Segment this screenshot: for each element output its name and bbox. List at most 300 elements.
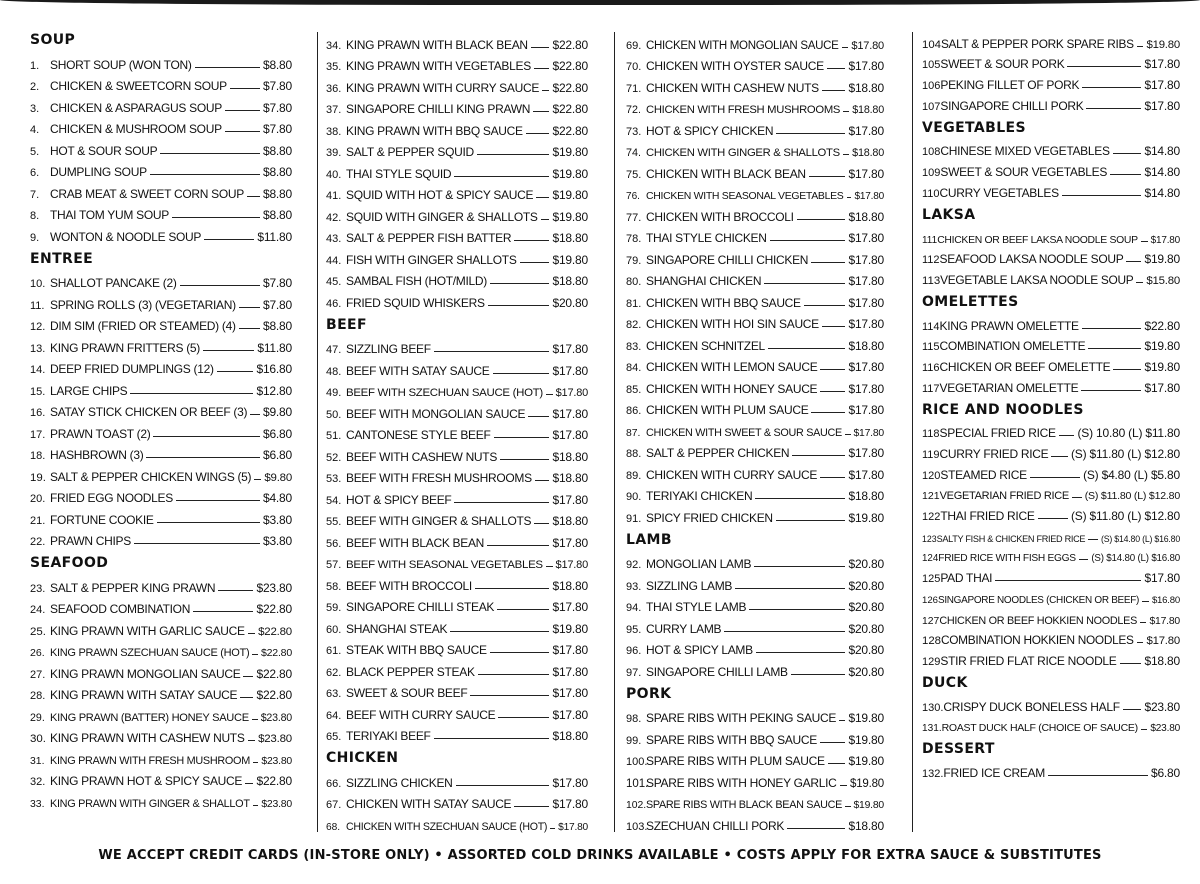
menu-item [922, 138, 1180, 159]
menu-item [30, 50, 292, 72]
menu-item [626, 811, 884, 833]
item-name: KING PRAWN WITH FRESH MUSHROOM [50, 754, 250, 767]
leader-line [842, 47, 849, 48]
menu-item [922, 585, 1180, 606]
menu-item [922, 440, 1180, 461]
item-name: SHANGHAI CHICKEN [646, 274, 762, 288]
menu-item [30, 201, 292, 223]
item-name: THAI STYLE CHICKEN [646, 231, 767, 245]
item-name: BLACK PEPPER STEAK [346, 664, 475, 679]
leader-line [153, 436, 260, 437]
menu-item [326, 138, 588, 160]
item-number: 61. [326, 645, 342, 657]
item-price: $20.80 [848, 664, 884, 679]
item-name: CHICKEN WITH LEMON SAUCE [646, 360, 818, 374]
leader-line [1141, 729, 1148, 730]
item-price: $3.80 [262, 534, 292, 548]
menu-item [30, 788, 292, 810]
item-price: $20.80 [848, 600, 884, 614]
item-price: $17.80 [552, 664, 588, 679]
menu-item [626, 460, 884, 482]
leader-line [475, 588, 550, 589]
menu-item [326, 30, 588, 52]
item-price: $19.80 [552, 252, 588, 267]
leader-line [535, 480, 550, 481]
item-price: $17.80 [848, 403, 884, 417]
leader-line [254, 479, 261, 480]
leader-line [749, 609, 845, 610]
leader-line [550, 828, 555, 829]
item-price: $18.80 [852, 147, 884, 159]
item-number: 55. [326, 516, 342, 528]
item-number: 68. [326, 821, 341, 833]
menu-section [326, 315, 588, 744]
menu-section [30, 30, 292, 244]
leader-line [247, 196, 260, 197]
item-name: CHICKEN WITH GINGER & SHALLOTS [646, 147, 840, 159]
item-name: DUMPLING SOUP [50, 165, 147, 179]
menu-item [326, 181, 588, 203]
item-number: 13. [30, 342, 46, 355]
leader-line [820, 742, 846, 743]
menu-item [326, 267, 588, 289]
item-number: 42. [326, 211, 342, 224]
item-price: $22.80 [258, 625, 292, 638]
item-number: 2. [30, 81, 40, 93]
item-name: KING PRAWN WITH BBQ SAUCE [346, 123, 523, 138]
item-number: 37. [326, 104, 342, 116]
leader-line [454, 176, 549, 177]
section-title: PORK [626, 685, 672, 702]
menu-item [626, 331, 884, 353]
item-price: $18.80 [552, 729, 588, 743]
item-name: SPARE RIBS WITH PLUM SAUCE [646, 754, 825, 768]
section-title: DUCK [922, 674, 968, 691]
leader-line [809, 176, 846, 177]
item-price: $19.80 [848, 732, 884, 747]
section-title: BEEF [326, 316, 367, 333]
menu-item [626, 159, 884, 181]
menu-item [626, 224, 884, 246]
menu-item [30, 745, 292, 767]
item-price: $23.80 [1150, 723, 1180, 735]
leader-line [490, 652, 550, 653]
item-number: 127 [922, 615, 940, 627]
item-price: $19.80 [848, 754, 884, 768]
leader-line [470, 695, 549, 696]
leader-line [1067, 66, 1141, 67]
item-number: 26. [30, 647, 45, 659]
menu-item [626, 790, 884, 812]
menu-item [30, 702, 292, 724]
item-name: CHICKEN & ASPARAGUS SOUP [50, 100, 222, 115]
leader-line [536, 197, 549, 198]
menu-item [326, 378, 588, 400]
item-name: KING PRAWN MONGOLIAN SAUCE [50, 666, 241, 681]
menu-section [30, 553, 292, 810]
leader-line [843, 154, 849, 155]
item-number: 39. [326, 147, 342, 159]
menu-section [922, 739, 1180, 780]
menu-item [326, 485, 588, 507]
menu-item [30, 290, 292, 312]
item-price: $14.80 [1144, 185, 1180, 200]
item-number: 49. [326, 387, 342, 399]
menu-item [326, 550, 588, 572]
item-price: $17.80 [848, 360, 884, 374]
item-number: 130. [922, 701, 944, 714]
leader-line [724, 631, 845, 632]
menu-item [922, 312, 1180, 333]
leader-line [176, 500, 260, 501]
item-price: $18.80 [552, 514, 588, 528]
item-number: 118 [922, 428, 940, 441]
item-number: 9. [30, 231, 40, 244]
leader-line [477, 154, 550, 155]
item-name: THAI STYLE LAMB [646, 600, 747, 614]
item-name: SALT & PEPPER SQUID [346, 145, 474, 159]
section-title: OMELETTES [922, 293, 1019, 310]
menu-item [922, 92, 1180, 113]
leader-line [245, 783, 253, 784]
menu-item [626, 396, 884, 418]
item-number: 76. [626, 191, 640, 202]
item-price: $17.80 [848, 317, 884, 331]
item-price: $12.80 [256, 383, 292, 398]
menu-item [922, 502, 1180, 523]
menu-item [626, 439, 884, 461]
leader-line [787, 828, 845, 829]
menu-item [326, 95, 588, 117]
menu-item [626, 310, 884, 332]
item-name: PRAWN TOAST (2) [50, 426, 151, 441]
menu-section [326, 30, 588, 310]
item-name: THAI TOM YUM SOUP [50, 208, 169, 222]
item-name: SIZZLING CHICKEN [346, 775, 453, 790]
item-number: 102. [626, 800, 647, 811]
leader-line [1072, 497, 1082, 498]
item-name: WONTON & NOODLE SOUP [50, 229, 202, 244]
menu-item [922, 179, 1180, 200]
item-price: $4.80 [262, 491, 292, 505]
item-number: 7. [30, 188, 40, 201]
item-number: 114 [922, 320, 940, 333]
item-price: $17.80 [1149, 615, 1180, 627]
item-name: SINGAPORE CHILLI PORK [940, 98, 1084, 113]
item-price: $18.80 [848, 489, 884, 503]
item-number: 107 [922, 100, 941, 113]
item-price: $23.80 [1144, 699, 1180, 714]
item-price: $18.80 [552, 471, 588, 485]
item-name: SPRING ROLLS (3) (VEGETARIAN) [50, 297, 236, 312]
menu-item [30, 616, 292, 638]
menu-section [626, 684, 884, 833]
leader-line [243, 676, 253, 677]
item-name: SINGAPORE CHILLI CHICKEN [646, 252, 809, 267]
menu-item [626, 593, 884, 615]
menu-item [922, 627, 1180, 648]
column-divider [912, 32, 913, 832]
item-name: SEAFOOD LAKSA NOODLE SOUP [939, 252, 1124, 267]
item-price: $17.80 [552, 406, 588, 421]
section-title: CHICKEN [326, 750, 399, 766]
leader-line [995, 580, 1141, 581]
leader-line [1059, 435, 1075, 436]
section-title: RICE AND NOODLES [922, 401, 1084, 418]
leader-line [487, 545, 549, 546]
item-number: 35. [326, 61, 342, 73]
item-name: TERIYAKI BEEF [346, 729, 431, 743]
item-name: FRIED RICE WITH FISH EGGS [938, 553, 1076, 565]
item-name: SHORT SOUP (WON TON) [50, 57, 192, 72]
leader-line [839, 720, 845, 721]
item-price: $17.80 [552, 342, 588, 356]
menu-item [626, 353, 884, 375]
item-price: $18.80 [848, 338, 884, 353]
leader-line [146, 457, 260, 458]
leader-line [1088, 539, 1098, 540]
menu-item [326, 356, 588, 378]
item-number: 82. [626, 319, 642, 331]
menu-item [922, 420, 1180, 441]
menu-item [922, 266, 1180, 287]
leader-line [225, 110, 260, 111]
item-number: 36. [326, 82, 342, 95]
item-name: CHICKEN WITH CURRY SAUCE [646, 467, 818, 482]
item-name: SAMBAL FISH (HOT/MILD) [346, 274, 487, 288]
item-name: CHICKEN & SWEETCORN SOUP [50, 79, 227, 93]
menu-item [626, 73, 884, 95]
item-price: $17.80 [848, 252, 884, 267]
item-number: 84. [626, 362, 642, 374]
item-number: 96. [626, 645, 642, 657]
leader-line [797, 219, 846, 220]
item-number: 117 [922, 382, 940, 395]
item-price: $22.80 [552, 123, 588, 138]
section-title: DESSERT [922, 741, 995, 758]
item-number: 125 [922, 573, 941, 586]
item-number: 109 [922, 167, 941, 180]
item-number: 128 [922, 635, 941, 648]
item-number: 11. [30, 299, 45, 312]
item-price: $17.80 [555, 387, 588, 399]
item-name: SHANGHAI STEAK [346, 621, 448, 636]
menu-item [626, 704, 884, 726]
menu-item [326, 159, 588, 181]
menu-item [922, 482, 1180, 503]
item-price: $8.80 [262, 319, 292, 333]
leader-line [542, 90, 549, 91]
item-price: $19.80 [552, 621, 588, 636]
section-title: VEGETABLES [922, 119, 1026, 136]
item-price: $18.80 [1144, 653, 1180, 668]
item-number: 66. [326, 777, 342, 790]
item-number: 78. [626, 233, 642, 245]
item-name: CHINESE MIXED VEGETABLES [940, 144, 1110, 159]
item-price: $19.80 [853, 800, 884, 811]
leader-line [822, 326, 846, 327]
item-name: CHICKEN WITH FRESH MUSHROOMS [646, 104, 841, 116]
item-price: $19.80 [848, 510, 884, 525]
menu-item [922, 158, 1180, 179]
item-number: 62. [326, 666, 342, 679]
menu-item [626, 417, 884, 439]
item-name: CHICKEN WITH SEASONAL VEGETABLES [646, 191, 844, 202]
leader-line [218, 590, 253, 591]
menu-item [30, 115, 292, 137]
item-price: $22.80 [256, 774, 292, 788]
item-name: ROAST DUCK HALF (CHOICE OF SAUCE) [941, 722, 1138, 735]
item-price: $7.80 [262, 276, 292, 290]
menu-item [30, 681, 292, 703]
leader-line [456, 785, 550, 786]
item-price: $16.80 [1151, 594, 1180, 606]
menu-item [626, 747, 884, 769]
leader-line [1120, 663, 1142, 664]
menu-item [30, 136, 292, 158]
leader-line [804, 305, 846, 306]
item-price: $17.80 [848, 123, 884, 138]
menu-item [326, 245, 588, 267]
item-number: 67. [326, 799, 342, 811]
item-price: $22.80 [552, 59, 588, 73]
item-name: CHICKEN WITH HONEY SAUCE [646, 381, 818, 396]
item-name: CRISPY DUCK BONELESS HALF [943, 699, 1120, 714]
leader-line [204, 239, 254, 240]
menu-item [922, 606, 1180, 627]
menu-item [30, 312, 292, 334]
leader-line [755, 498, 845, 499]
leader-line [534, 523, 549, 524]
menu-item [326, 224, 588, 246]
item-number: 65. [326, 731, 342, 743]
item-price: $19.80 [1144, 359, 1180, 374]
item-number: 88. [626, 448, 642, 460]
item-name: HOT & SPICY LAMB [646, 643, 753, 657]
item-name: PRAWN CHIPS [50, 534, 131, 548]
item-number: 25. [30, 625, 46, 638]
leader-line [827, 68, 846, 69]
menu-item [626, 571, 884, 593]
item-number: 45. [326, 276, 342, 288]
item-price: $19.80 [552, 188, 588, 202]
menu-item [326, 507, 588, 529]
menu-item [922, 225, 1180, 246]
leader-line [195, 67, 260, 68]
item-name: CHICKEN WITH BBQ SAUCE [646, 295, 801, 310]
menu-item [30, 484, 292, 506]
menu-column-2 [326, 30, 588, 833]
item-number: 53. [326, 473, 342, 485]
item-price: $8.80 [262, 143, 292, 158]
menu-item [626, 636, 884, 658]
item-name: SQUID WITH HOT & SPICY SAUCE [346, 188, 534, 202]
item-name: CHICKEN WITH BROCCOLI [646, 209, 794, 224]
leader-line [1051, 456, 1068, 457]
menu-item [922, 51, 1180, 72]
leader-line [1088, 348, 1141, 349]
leader-line [225, 131, 260, 132]
menu-item [922, 353, 1180, 374]
item-name: STEAK WITH BBQ SAUCE [346, 643, 487, 657]
menu-item [626, 374, 884, 396]
menu-item [922, 374, 1180, 395]
leader-line [820, 477, 845, 478]
item-name: COMBINATION HOKKIEN NOODLES [940, 633, 1134, 648]
item-price: $17.80 [848, 295, 884, 310]
item-number: 112 [922, 254, 940, 267]
leader-line [230, 88, 260, 89]
item-price: $23.80 [261, 798, 292, 810]
item-price: $8.80 [262, 186, 292, 201]
item-number: 32. [30, 776, 46, 788]
item-price: $20.80 [848, 643, 884, 657]
item-name: DEEP FRIED DUMPLINGS (12) [50, 362, 214, 376]
menu-item [326, 116, 588, 138]
menu-item [922, 333, 1180, 354]
item-price: $17.80 [1144, 57, 1180, 72]
item-name: CHICKEN SCHNITZEL [646, 338, 765, 353]
leader-line [847, 197, 852, 198]
item-number: 18. [30, 450, 46, 462]
menu-item [326, 202, 588, 224]
item-name: CURRY VEGETABLES [939, 185, 1059, 200]
leader-line [193, 611, 253, 612]
menu-item [626, 181, 884, 203]
menu-section [922, 292, 1180, 395]
item-number: 63. [326, 688, 342, 700]
leader-line [157, 522, 260, 523]
item-name: CHICKEN WITH OYSTER SAUCE [646, 59, 824, 73]
item-name: BEEF WITH SEASONAL VEGETABLES [346, 559, 543, 571]
leader-line [514, 806, 549, 807]
item-price: $17.80 [552, 707, 588, 722]
menu-item [30, 462, 292, 484]
item-number: 28. [30, 690, 46, 702]
item-number: 29. [30, 711, 45, 724]
item-price: $7.80 [262, 297, 292, 312]
section-title: ENTREE [30, 250, 94, 267]
menu-item [30, 93, 292, 115]
item-price: $18.80 [552, 231, 588, 245]
item-name: KING PRAWN SZECHUAN SAUCE (HOT) [50, 647, 250, 659]
item-price: $17.80 [848, 467, 884, 482]
leader-line [820, 391, 845, 392]
item-name: CRAB MEAT & SWEET CORN SOUP [50, 186, 244, 201]
item-name: STIR FRIED FLAT RICE NOODLE [940, 653, 1117, 668]
item-name: DIM SIM (FRIED OR STEAMED) (4) [50, 319, 236, 333]
item-name: SALT & PEPPER CHICKEN WINGS (5) [50, 469, 252, 484]
item-name: SPICY FRIED CHICKEN [646, 510, 773, 525]
menu-item [30, 767, 292, 789]
item-number: 46. [326, 297, 342, 310]
menu-item [30, 638, 292, 660]
menu-item [626, 288, 884, 310]
leader-line [180, 285, 260, 286]
item-name: SALT & PEPPER FISH BATTER [346, 231, 512, 245]
item-name: CHICKEN WITH MONGOLIAN SAUCE [646, 39, 839, 52]
leader-line [134, 543, 260, 544]
item-name: CANTONESE STYLE BEEF [346, 428, 491, 442]
item-name: CHICKEN WITH SATAY SAUCE [346, 797, 512, 811]
item-number: 27. [30, 668, 46, 681]
item-price: $17.80 [552, 492, 588, 507]
menu-item [30, 179, 292, 201]
menu-column-1 [30, 30, 292, 810]
item-name: SALT & PEPPER KING PRAWN [50, 580, 216, 595]
leader-line [1137, 642, 1144, 643]
item-number: 6. [30, 167, 40, 179]
